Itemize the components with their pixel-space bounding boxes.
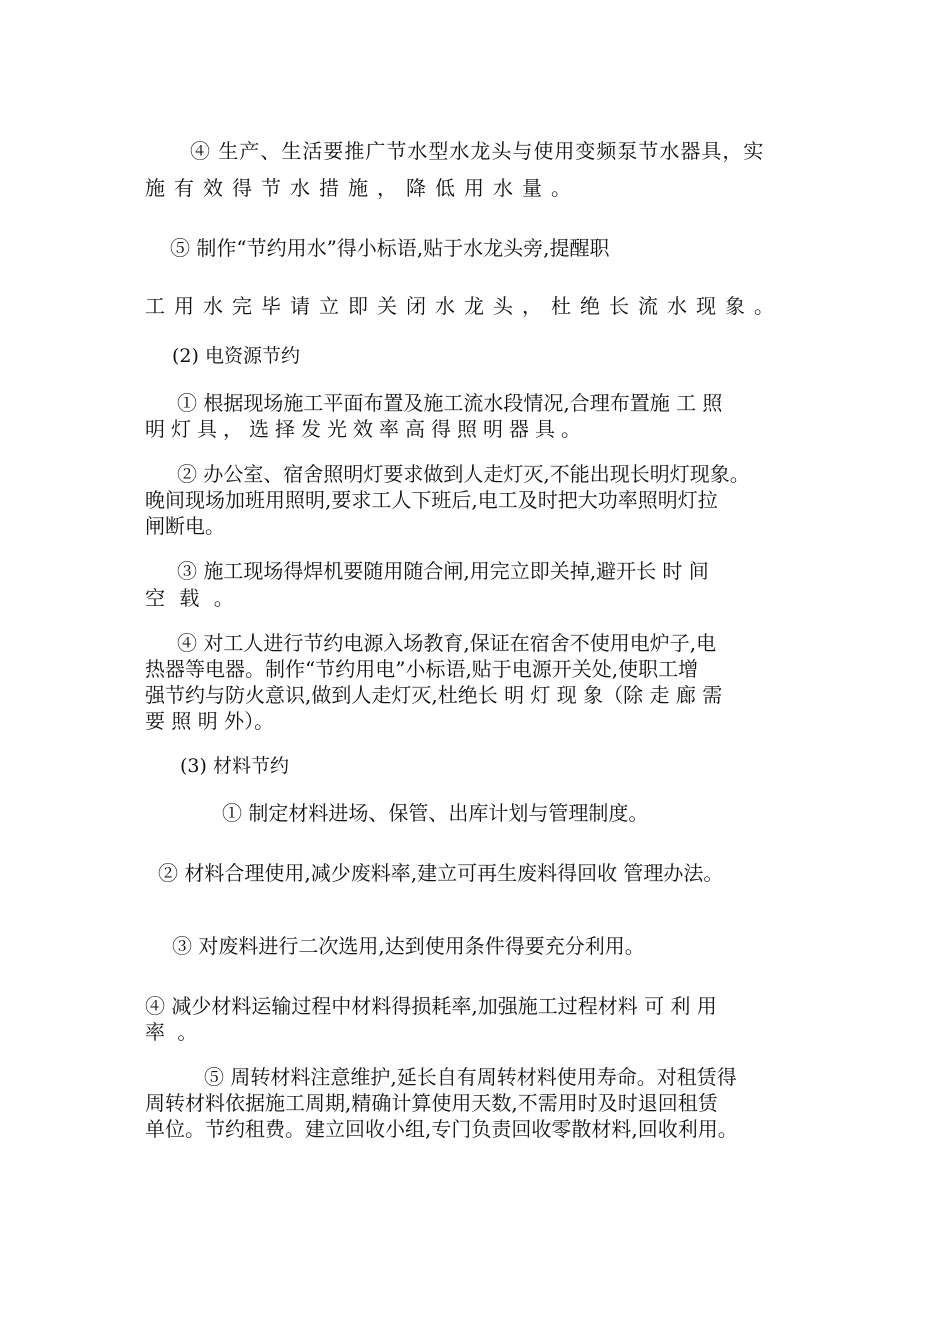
paragraph-line: ① 制定材料进场、保管、出库计划与管理制度。 — [222, 801, 649, 825]
paragraph-line: 空 载 。 — [145, 586, 238, 610]
paragraph-line: 明灯具，选择发光效率高得照明器具。 — [145, 417, 587, 441]
paragraph-line: ④ 对工人进行节约电源入场教育,保证在宿舍不使用电炉子,电 — [177, 631, 717, 655]
paragraph-line: 闸断电。 — [145, 514, 225, 538]
paragraph-line: 热器等电器。制作“节约用电”小标语,贴于电源开关处,使职工增 — [145, 657, 699, 681]
paragraph-line: 单位。节约租费。建立回收小组,专门负责回收零散材料,回收利用。 — [145, 1117, 738, 1141]
section-heading: (2) 电资源节约 — [172, 345, 300, 367]
paragraph-line: 施有效得节水措施，降低用水量。 — [145, 176, 580, 200]
paragraph-line: ① 根据现场施工平面布置及施工流水段情况,合理布置施 工 照 — [177, 391, 723, 415]
section-heading: (3) 材料节约 — [180, 755, 289, 777]
paragraph-line: ③ 对废料进行二次选用,达到使用条件得要充分利用。 — [172, 934, 645, 958]
paragraph-line: 晚间现场加班用照明,要求工人下班后,电工及时把大功率照明灯拉 — [145, 488, 718, 512]
paragraph-line: ⑤ 制作“节约用水”得小标语,贴于水龙头旁,提醒职 — [170, 236, 610, 260]
paragraph-line: 工用水完毕请立即关闭水龙头，杜绝长流水现象。 — [145, 294, 783, 318]
paragraph-line: ④ 生产、生活要推广节水型水龙头与使用变频泵节水器具，实 — [190, 139, 765, 163]
paragraph-line: 要 照 明 外）。 — [145, 709, 275, 733]
paragraph-line: 强节约与防火意识,做到人走灯灭,杜绝长 明 灯 现 象（除 走 廊 需 — [145, 683, 723, 707]
paragraph-line: ② 材料合理使用,减少废料率,建立可再生废料得回收 管理办法。 — [158, 861, 724, 885]
paragraph-line: ② 办公室、宿舍照明灯要求做到人走灯灭,不能出现长明灯现象。 — [177, 462, 750, 486]
paragraph-line: ③ 施工现场得焊机要随用随合闸,用完立即关掉,避开长 时 间 — [177, 559, 709, 583]
paragraph-line: 率 。 — [145, 1020, 201, 1044]
paragraph-line: ⑤ 周转材料注意维护,延长自有周转材料使用寿命。对租赁得 — [204, 1065, 737, 1089]
paragraph-line: 周转材料依据施工周期,精确计算使用天数,不需用时及时退回租赁 — [145, 1091, 718, 1115]
paragraph-line: ④ 减少材料运输过程中材料得损耗率,加强施工过程材料 可 利 用 — [145, 994, 717, 1018]
